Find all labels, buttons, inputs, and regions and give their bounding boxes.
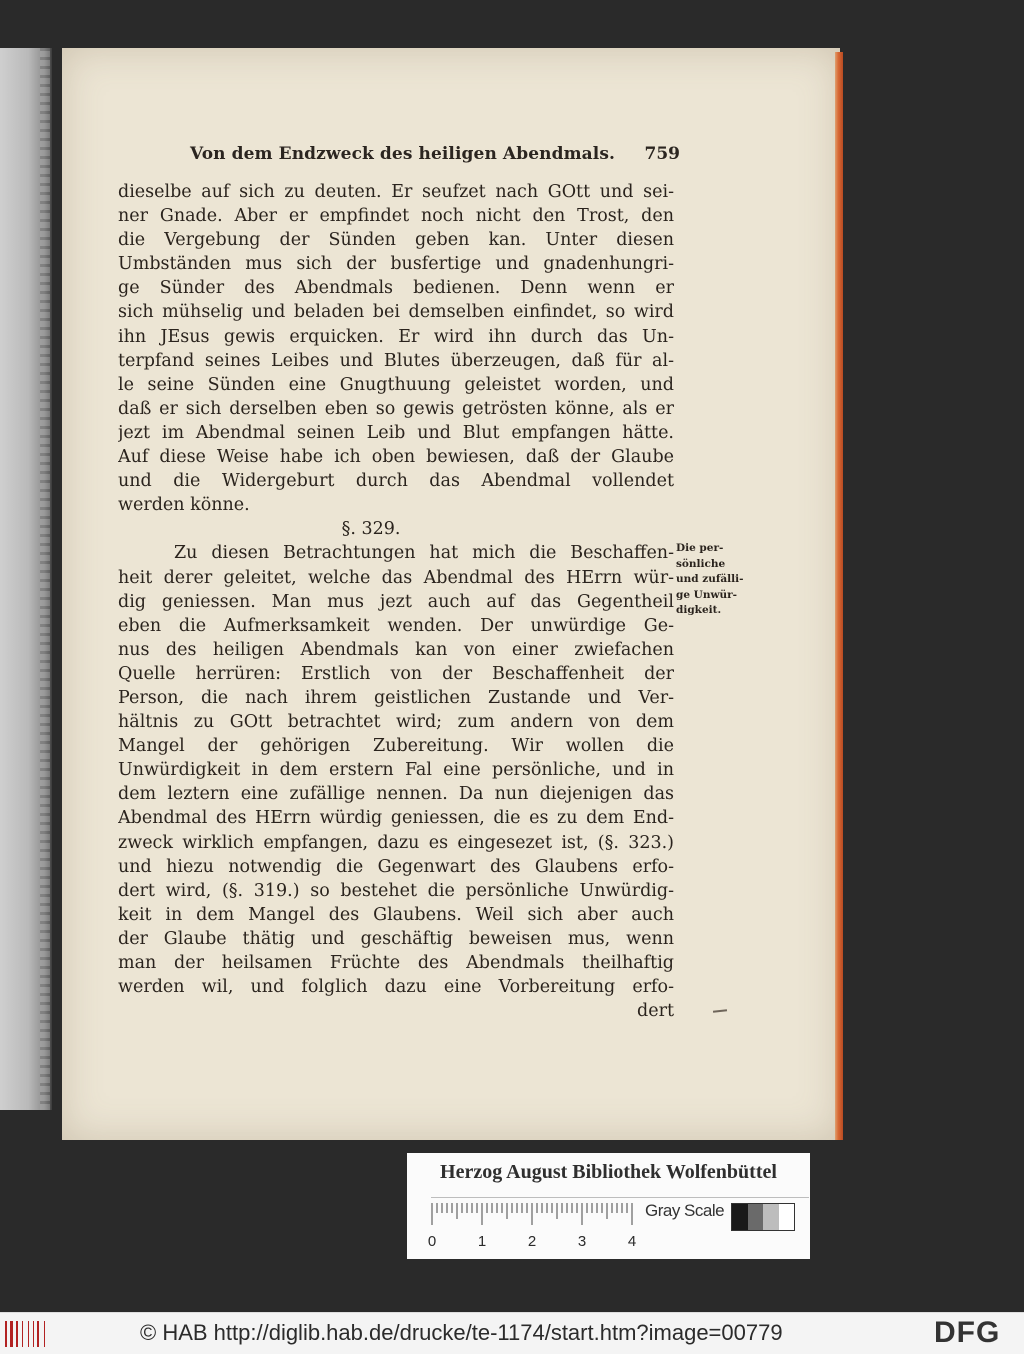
dfg-logo: DFG — [934, 1316, 1001, 1349]
footer-bar — [0, 1312, 1024, 1354]
scale-ruler — [431, 1203, 639, 1229]
gray-swatch — [732, 1204, 748, 1230]
text-line: der Glaube thätig und geschäftig beweisen mus, wenn — [118, 928, 674, 949]
barcode-stripe — [33, 1321, 34, 1347]
barcode-stripe — [10, 1321, 13, 1347]
text-line: die Vergebung der Sünden geben kan. Unter diesen — [118, 230, 674, 251]
gray-scale-label: Gray Scale — [645, 1201, 725, 1220]
text-line: dert wird, (§. 319.) so bestehet die persönliche Unwürdig- — [118, 880, 674, 901]
text-line: Unwürdigkeit in dem erstern Fal eine persönliche, und in — [118, 760, 674, 781]
body-text — [118, 180, 674, 1023]
barcode-stripe — [16, 1321, 18, 1347]
barcode-stripe — [22, 1321, 23, 1347]
text-line: werden könne. — [118, 495, 250, 516]
barcode-stripe — [5, 1321, 7, 1347]
page-number: 759 — [644, 144, 680, 164]
text-line: zweck wirklich empfangen, dazu es eingesezet ist, (§. 323.) — [118, 832, 674, 853]
text-line: Umbständen mus sich der busfertige und gnadenhungri- — [118, 254, 674, 275]
text-line: man der heilsamen Früchte des Abendmals theilhaftig — [118, 953, 674, 973]
running-head-title: Von dem Endzweck des heiligen Abendmals. — [190, 144, 616, 164]
gray-swatch — [779, 1204, 795, 1230]
section-heading: §. 329. — [341, 519, 401, 540]
text-line: dig geniessen. Man mus jezt auch auf das Gegentheil — [118, 591, 674, 612]
text-line: sich mühselig und beladen bei demselben einfindet, so wird — [118, 302, 674, 323]
color-reference-card — [407, 1153, 810, 1259]
text-line: Zu diesen Betrachtungen hat mich die Beschaffen- — [174, 543, 674, 564]
text-line: heit derer geleitet, welche das Abendmal des HErrn wür- — [118, 567, 674, 588]
marginal-note-line: sönliche — [676, 557, 726, 570]
facing-page-fringe — [40, 48, 50, 1110]
marginal-note-line: und zufälli- — [676, 573, 744, 585]
gray-swatch — [763, 1204, 779, 1230]
text-line: nus des heiligen Abendmals kan von einer zwiefachen — [118, 639, 674, 660]
page-edge-red — [835, 52, 843, 1140]
text-line: Auf diese Weise habe ich oben bewiesen, daß der Glaube — [118, 447, 674, 468]
text-line: jezt im Abendmal seinen Leib und Blut empfangen hätte. — [118, 422, 674, 443]
text-line: Abendmal des HErrn würdig geniessen, die es zu dem End- — [118, 808, 674, 829]
paragraph-section-329 — [118, 541, 674, 999]
copyright-link[interactable]: © HAB http://diglib.hab.de/drucke/te-1174/start.htm?image=00779 — [140, 1320, 783, 1345]
text-line: ge Sünder des Abendmals bedienen. Denn wenn er — [118, 278, 674, 299]
barcode-stripe — [28, 1321, 29, 1347]
paragraph-continued — [118, 180, 674, 493]
text-line: eben die Aufmerksamkeit wenden. Der unwürdige Ge- — [118, 615, 674, 636]
text-line: Person, die nach ihrem geistlichen Zustande und Ver- — [118, 687, 674, 708]
catchword: dert — [637, 1001, 674, 1022]
ruler-number: 1 — [477, 1233, 487, 1250]
barcode-icon — [5, 1321, 45, 1347]
barcode-stripe — [44, 1321, 45, 1347]
ruler-numbers — [421, 1233, 661, 1253]
text-line: dieselbe auf sich zu deuten. Er seufzet nach GOtt und sei- — [118, 182, 674, 202]
text-line: und hiezu notwendig die Gegenwart des Glaubens erfo- — [118, 856, 674, 877]
text-line: dem leztern eine zufällige nennen. Da nun diejenigen das — [118, 784, 674, 805]
text-line: ner Gnade. Aber er empfindet noch nicht den Trost, den — [118, 206, 674, 227]
running-head — [190, 140, 680, 170]
text-line: daß er sich derselben eben so gewis getrösten könne, als er — [118, 398, 674, 419]
gray-scale-swatches — [731, 1203, 795, 1231]
card-divider — [431, 1197, 809, 1198]
text-line: Mangel der gehörigen Zubereitung. Wir wollen die — [118, 736, 674, 757]
facing-page-edge — [0, 48, 52, 1110]
gray-swatch — [748, 1204, 764, 1230]
text-line: Quelle herrüren: Erstlich von der Beschaffenheit der — [118, 663, 674, 684]
text-line: keit in dem Mangel des Glaubens. Weil sich aber auch — [118, 904, 674, 925]
barcode-stripe — [37, 1321, 39, 1347]
text-line: ihn JEsus gewis erquicken. Er wird ihn durch das Un- — [118, 326, 674, 347]
ruler-ticks — [431, 1203, 639, 1229]
text-line: le seine Sünden eine Gnugthuung geleistet worden, und — [118, 374, 674, 395]
marginal-note-line: Die per- — [676, 542, 724, 554]
ruler-number: 2 — [527, 1233, 537, 1250]
marginal-note — [676, 541, 746, 619]
ruler-number: 4 — [627, 1233, 637, 1250]
text-line: und die Widergeburt durch das Abendmal vollendet — [118, 471, 674, 492]
ruler-number: 3 — [577, 1233, 587, 1250]
marginal-note-line: digkeit. — [676, 604, 722, 616]
text-line: hältnis zu GOtt betrachtet wird; zum andern von dem — [118, 712, 674, 733]
ruler-number: 0 — [427, 1233, 437, 1250]
library-name: Herzog August Bibliothek Wolfenbüttel — [440, 1161, 777, 1183]
text-line: werden wil, und folglich dazu eine Vorbereitung erfo- — [118, 977, 674, 998]
marginal-note-line: ge Unwür- — [676, 588, 738, 601]
text-line: terpfand seines Leibes und Blutes überzeugen, daß für al- — [118, 350, 674, 371]
